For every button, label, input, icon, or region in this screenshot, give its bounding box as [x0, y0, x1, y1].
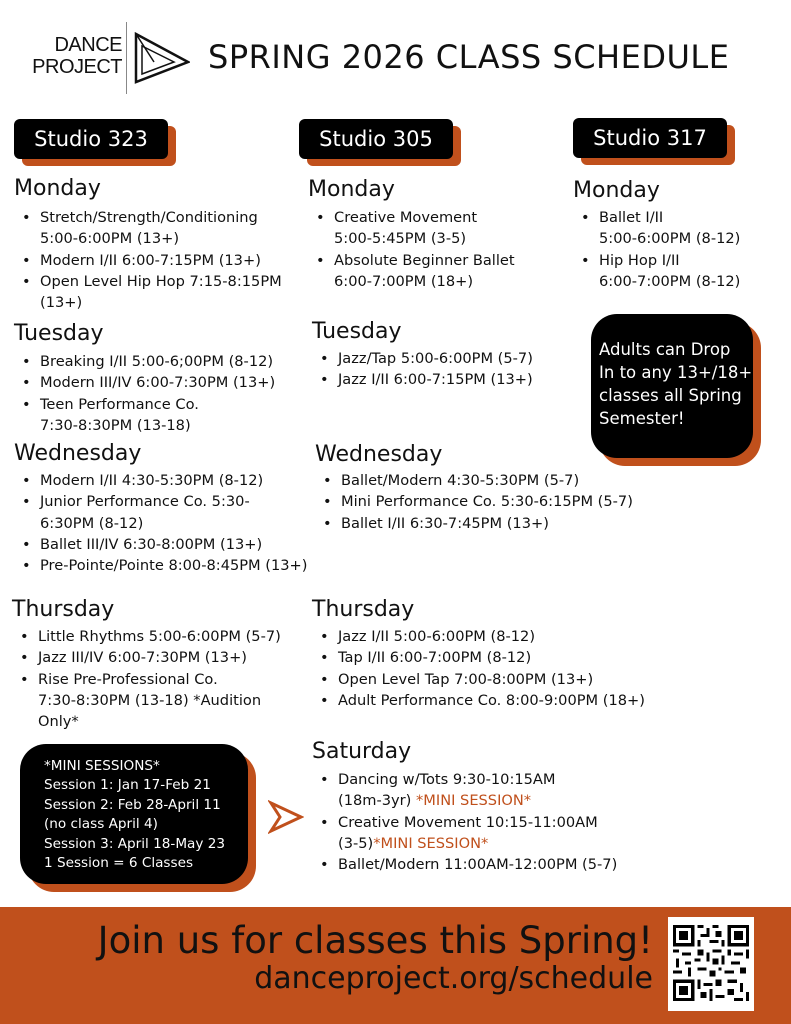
class-name: Jazz I/II 6:00-7:15PM (13+)	[338, 371, 533, 389]
mini-sessions-callout	[20, 744, 248, 884]
list-item	[16, 491, 307, 534]
studio-323-wednesday-list	[16, 470, 307, 576]
class-name: Ballet/Modern 4:30-5:30PM (5-7)	[341, 472, 580, 489]
class-note: Only*	[38, 713, 79, 731]
triangle-logo-icon	[134, 32, 190, 84]
studio-323-thursday-list	[14, 626, 281, 732]
class-time-line	[338, 833, 617, 854]
mini-session-line: Session 3: April 18-May 23	[44, 835, 226, 852]
list-item	[14, 647, 281, 668]
class-name: Adult Performance Co. 8:00-9:00PM (18+)	[338, 691, 645, 709]
list-item	[317, 513, 633, 534]
class-name: Creative Movement 10:15-11:00AM	[338, 813, 598, 831]
qr-code-graphic	[673, 925, 749, 1001]
mini-session-line: Session 2: Feb 28-April 11	[44, 796, 221, 813]
class-name: Hip Hop I/II	[599, 251, 680, 269]
class-time: (3-5)	[338, 834, 374, 852]
page-title: SPRING 2026 CLASS SCHEDULE	[208, 38, 730, 76]
studio-305-saturday-heading: Saturday	[312, 739, 412, 764]
list-item	[16, 207, 282, 250]
list-item	[16, 351, 275, 372]
class-time: 7:30-8:30PM (13-18)	[40, 416, 191, 434]
studio-305-thursday-list	[314, 626, 645, 711]
class-name: Open Level Tap 7:00-8:00PM (13+)	[338, 670, 594, 688]
qr-code-icon[interactable]	[668, 917, 754, 1011]
arrow-right-outline-icon	[268, 800, 304, 834]
class-name: Jazz/Tap 5:00-6:00PM (5-7)	[338, 350, 533, 367]
studio-317-monday-heading: Monday	[573, 178, 660, 203]
class-time: 7:30-8:30PM (13-18) *Audition	[38, 691, 262, 709]
class-name: Jazz III/IV 6:00-7:30PM (13+)	[38, 649, 247, 667]
studio-323-monday-heading: Monday	[14, 176, 101, 201]
studio-305-wednesday-list	[317, 470, 633, 534]
class-name: Absolute Beginner Ballet	[334, 251, 515, 269]
drop-in-line: classes all Spring	[599, 386, 742, 405]
class-time: 5:00-6:00PM (8-12)	[599, 230, 741, 248]
list-item	[314, 812, 617, 855]
class-name: Mini Performance Co. 5:30-6:15PM (5-7)	[341, 493, 633, 511]
class-time: 5:00-6:00PM (13+)	[40, 230, 180, 248]
class-name: Ballet/Modern 11:00AM-12:00PM (5-7)	[338, 856, 618, 874]
class-time: (18m-3yr)	[338, 792, 416, 810]
footer-banner	[0, 907, 791, 1024]
list-item	[314, 647, 645, 668]
footer-join-text: Join us for classes this Spring!	[97, 919, 653, 962]
logo-divider	[126, 22, 127, 94]
mini-session-tag: *MINI SESSION*	[416, 792, 532, 810]
mini-session-tag: *MINI SESSION*	[373, 834, 489, 852]
studio-323-tab	[14, 119, 168, 159]
class-time: 6:30PM (8-12)	[40, 514, 144, 532]
studio-323-tuesday-list	[16, 351, 275, 436]
studio-305-tab	[299, 119, 453, 159]
list-item	[314, 626, 645, 647]
list-item	[14, 626, 281, 647]
studio-305-monday-heading: Monday	[308, 177, 395, 202]
class-name: Pre-Pointe/Pointe 8:00-8:45PM (13+)	[40, 557, 308, 575]
callout-face	[20, 744, 248, 884]
drop-in-line: Semester!	[599, 409, 685, 428]
class-name: Creative Movement	[334, 209, 478, 226]
class-name: Modern I/II 6:00-7:15PM (13+)	[40, 251, 261, 269]
callout-face	[591, 314, 753, 458]
studio-305-saturday-list	[314, 769, 617, 875]
footer-url[interactable]: danceproject.org/schedule	[254, 961, 653, 996]
class-name: Ballet I/II	[599, 209, 664, 226]
class-name: Little Rhythms 5:00-6:00PM (5-7)	[38, 628, 281, 645]
list-item	[314, 348, 533, 369]
studio-323-wednesday-heading: Wednesday	[14, 441, 142, 466]
studio-305-wednesday-heading: Wednesday	[315, 442, 443, 467]
class-name: Breaking I/II 5:00-6;00PM (8-12)	[40, 353, 274, 370]
drop-in-callout	[591, 314, 753, 458]
class-name: Ballet III/IV 6:30-8:00PM (13+)	[40, 535, 263, 553]
list-item	[16, 394, 275, 437]
studio-305-label: Studio 305	[299, 119, 453, 159]
studio-305-tuesday-list	[314, 348, 533, 391]
class-name: Rise Pre-Professional Co.	[38, 670, 218, 688]
class-time-line	[338, 790, 617, 811]
class-name: Open Level Hip Hop 7:15-8:15PM	[40, 272, 282, 290]
list-item	[314, 669, 645, 690]
studio-305-thursday-heading: Thursday	[312, 597, 415, 622]
list-item	[317, 470, 633, 491]
list-item	[16, 271, 282, 314]
list-item	[16, 555, 307, 576]
mini-sessions-list	[44, 757, 225, 873]
class-name: Modern I/II 4:30-5:30PM (8-12)	[40, 472, 264, 489]
studio-317-label: Studio 317	[573, 118, 727, 158]
list-item	[16, 534, 307, 555]
studio-323-label: Studio 323	[14, 119, 168, 159]
class-time: 6:00-7:00PM (18+)	[334, 272, 474, 290]
class-name: Junior Performance Co. 5:30-	[40, 493, 250, 511]
studio-305-monday-list	[310, 207, 515, 292]
list-item	[314, 690, 645, 711]
logo-line-1: DANCE	[54, 34, 122, 56]
mini-session-line: Session 1: Jan 17-Feb 21	[44, 777, 211, 794]
list-item	[314, 769, 617, 812]
mini-session-line: 1 Session = 6 Classes	[44, 855, 194, 872]
list-item	[310, 207, 515, 250]
list-item	[310, 250, 515, 293]
class-name: Modern III/IV 6:00-7:30PM (13+)	[40, 374, 276, 392]
logo-text	[30, 34, 122, 78]
class-time: 6:00-7:00PM (8-12)	[599, 272, 741, 290]
list-item	[314, 854, 617, 875]
class-name: Teen Performance Co.	[40, 395, 199, 413]
class-name: Tap I/II 6:00-7:00PM (8-12)	[338, 649, 532, 667]
studio-317-monday-list	[575, 207, 740, 292]
class-time: (13+)	[40, 294, 83, 312]
studio-323-thursday-heading: Thursday	[12, 597, 115, 622]
mini-sessions-heading: *MINI SESSIONS*	[44, 758, 160, 774]
drop-in-line: Adults can Drop	[599, 340, 731, 359]
list-item	[16, 470, 307, 491]
mini-session-line: (no class April 4)	[44, 816, 158, 833]
class-name: Dancing w/Tots 9:30-10:15AM	[338, 771, 556, 788]
list-item	[317, 491, 633, 512]
drop-in-line: In to any 13+/18+	[599, 363, 753, 382]
class-name: Jazz I/II 5:00-6:00PM (8-12)	[338, 628, 536, 645]
drop-in-text	[599, 338, 752, 430]
studio-323-tuesday-heading: Tuesday	[14, 321, 104, 346]
class-name: Ballet I/II 6:30-7:45PM (13+)	[341, 514, 549, 532]
list-item	[314, 369, 533, 390]
studio-317-tab	[573, 118, 727, 158]
logo-line-2: PROJECT	[32, 56, 122, 78]
class-name: Stretch/Strength/Conditioning	[40, 209, 258, 226]
studio-305-tuesday-heading: Tuesday	[312, 319, 402, 344]
list-item	[16, 250, 282, 271]
list-item	[14, 669, 281, 733]
list-item	[16, 372, 275, 393]
list-item	[575, 207, 740, 250]
list-item	[575, 250, 740, 293]
class-time: 5:00-5:45PM (3-5)	[334, 230, 467, 248]
dance-project-logo	[30, 22, 190, 94]
studio-323-monday-list	[16, 207, 282, 313]
